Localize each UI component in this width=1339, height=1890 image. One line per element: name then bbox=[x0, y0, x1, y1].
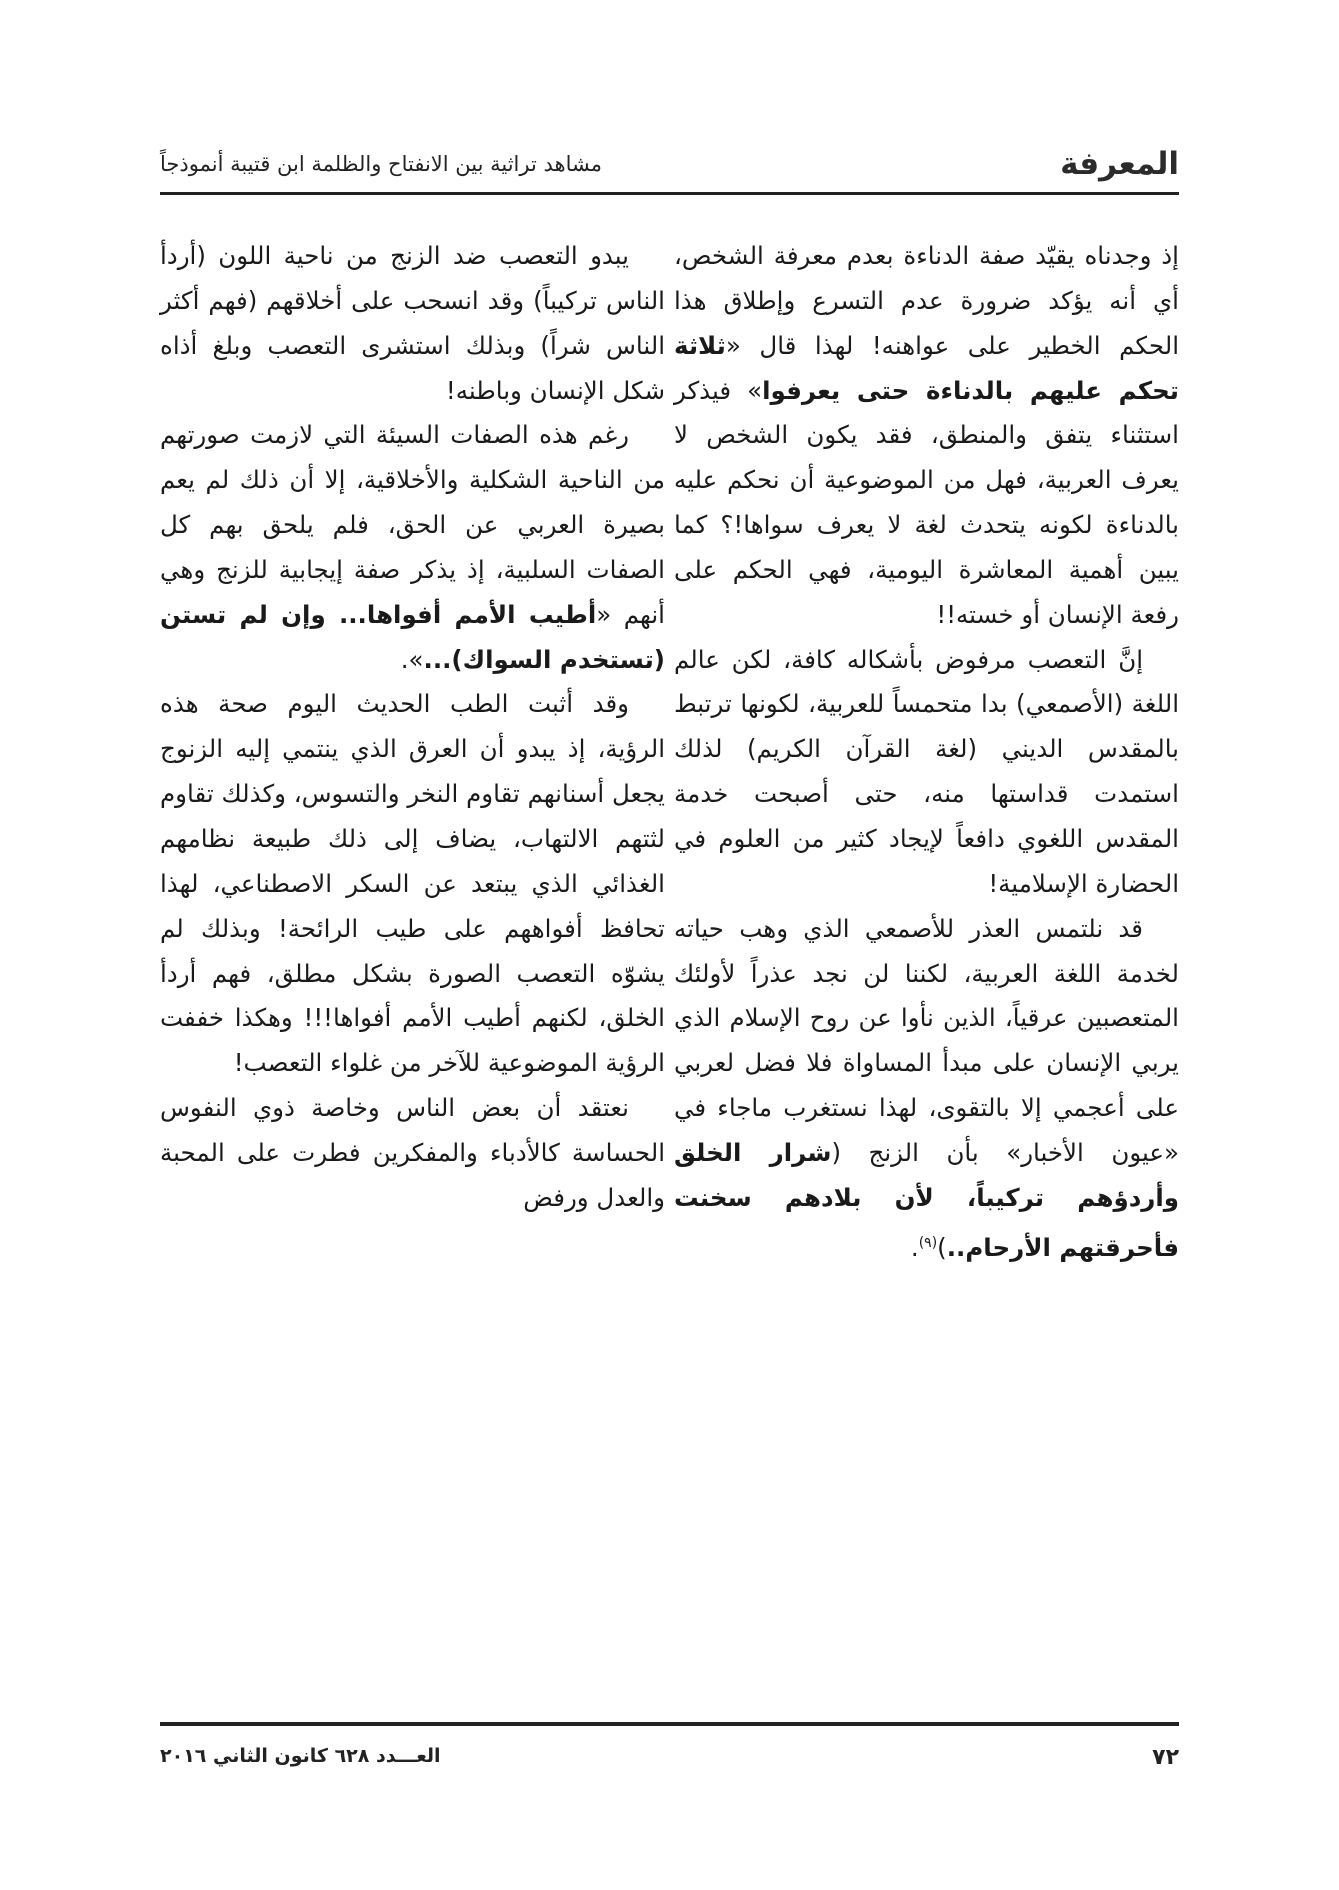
paragraph: وقد أثبت الطب الحديث اليوم صحة هذه الرؤية، إذ يبدو أن العرق الذي ينتمي إليه الزنوج يجعل أسنانهم تقاوم النخر والتسوس، وكذلك تقاوم لثتهم الالتهاب، يضاف إلى ذلك طبيعة نظامهم الغذائي الذي يبتعد عن السكر الاصطناعي، لهذا تحافظ أفواههم على طيب الرائحة! وبذلك لم يشوّه التعصب الصورة بشكل مطلق، فهم أردأ الخلق، لكنهم أطيب الأمم أفواها!!! وهكذا خففت الرؤية الموضوعية للآخر من غلواء التعصب! bbox=[160, 689, 665, 1078]
bold-quote: أطيب الأمم أفواها... وإن لم تستن (تستخدم السواك)... bbox=[160, 599, 665, 674]
page-number: ٧٢ bbox=[1152, 1745, 1179, 1770]
footer-rule bbox=[160, 1722, 1179, 1726]
paragraph: إنَّ التعصب مرفوض بأشكاله كافة، لكن عالم اللغة (الأصمعي) بدا متحمساً للعربية، لكونها ترتبط بالمقدس الديني (لغة القرآن الكريم) لذلك استمدت قداستها منه، حتى أصبحت خدمة المقدس اللغوي دافعاً لإيجاد كثير من العلوم في الحضارة الإسلامية! bbox=[674, 644, 1179, 898]
bold-quote: شرار الخلق وأردؤهم تركيباً، لأن بلادهم سخنت فأحرقتهم الأرحام.. bbox=[674, 1137, 1179, 1262]
footnote-ref: (٩) bbox=[918, 1234, 938, 1251]
paragraph: نعتقد أن بعض الناس وخاصة ذوي النفوس الحساسة كالأدباء والمفكرين فطرت على المحبة والعدل ورفض bbox=[160, 1093, 665, 1212]
paragraph: إذ وجدناه يقيّد صفة الدناءة بعدم معرفة الشخص، أي أنه يؤكد ضرورة عدم التسرع وإطلاق هذا الحكم الخطير على عواهنه! لهذا قال «ثلاثة تحكم عليهم بالدناءة حتى يعرفوا» فيذكر استثناء يتفق والمنطق، فقد يكون الشخص لا يعرف العربية، فهل من الموضوعية أن نحكم عليه بالدناءة لكونه يتحدث لغة لا يعرف سواها!؟ كما يبين أهمية المعاشرة اليومية، فهي الحكم على رفعة الإنسان أو خسته!! bbox=[674, 241, 1179, 629]
paragraph: يبدو التعصب ضد الزنج من ناحية اللون (أردأ الناس تركيباً) وقد انسحب على أخلاقهم (فهم أكثر الناس شراً) وبذلك استشرى التعصب وبلغ أذاه شكل الإنسان وباطنه! bbox=[160, 241, 665, 405]
paragraph: رغم هذه الصفات السيئة التي لازمت صورتهم من الناحية الشكلية والأخلاقية، إلا أن ذلك لم يعم بصيرة العربي عن الحق، فلم يلحق بهم كل الصفات السلبية، إذ يذكر صفة إيجابية للزنج وهي أنهم «أطيب الأمم أفواها... وإن لم تستن (تستخدم السواك)...». bbox=[160, 420, 665, 674]
column-right bbox=[674, 234, 1179, 1271]
header-rule bbox=[160, 192, 1179, 195]
paragraph: قد نلتمس العذر للأصمعي الذي وهب حياته لخدمة اللغة العربية، لكننا لن نجد عذراً لأولئك المتعصبين عرقياً، الذين نأوا عن روح الإسلام الذي يربي الإنسان على مبدأ المساواة فلا فضل لعربي على أعجمي إلا بالتقوى، لهذا نستغرب ماجاء في «عيون الأخبار» بأن الزنج (شرار الخلق وأردؤهم تركيباً، لأن بلادهم سخنت فأحرقتهم الأرحام..)$^{(٩)}$. bbox=[674, 913, 1179, 1262]
magazine-logo: المعرفة bbox=[1060, 146, 1179, 182]
page-header bbox=[160, 138, 1179, 188]
column-left bbox=[160, 234, 665, 1221]
bold-quote: ثلاثة تحكم عليهم بالدناءة حتى يعرفوا bbox=[674, 330, 1179, 405]
running-title: مشاهد تراثية بين الانفتاح والظلمة ابن قتيبة أنموذجاً bbox=[160, 152, 602, 176]
issue-info: العـــدد ٦٢٨ كانون الثاني ٢٠١٦ bbox=[160, 1745, 441, 1767]
